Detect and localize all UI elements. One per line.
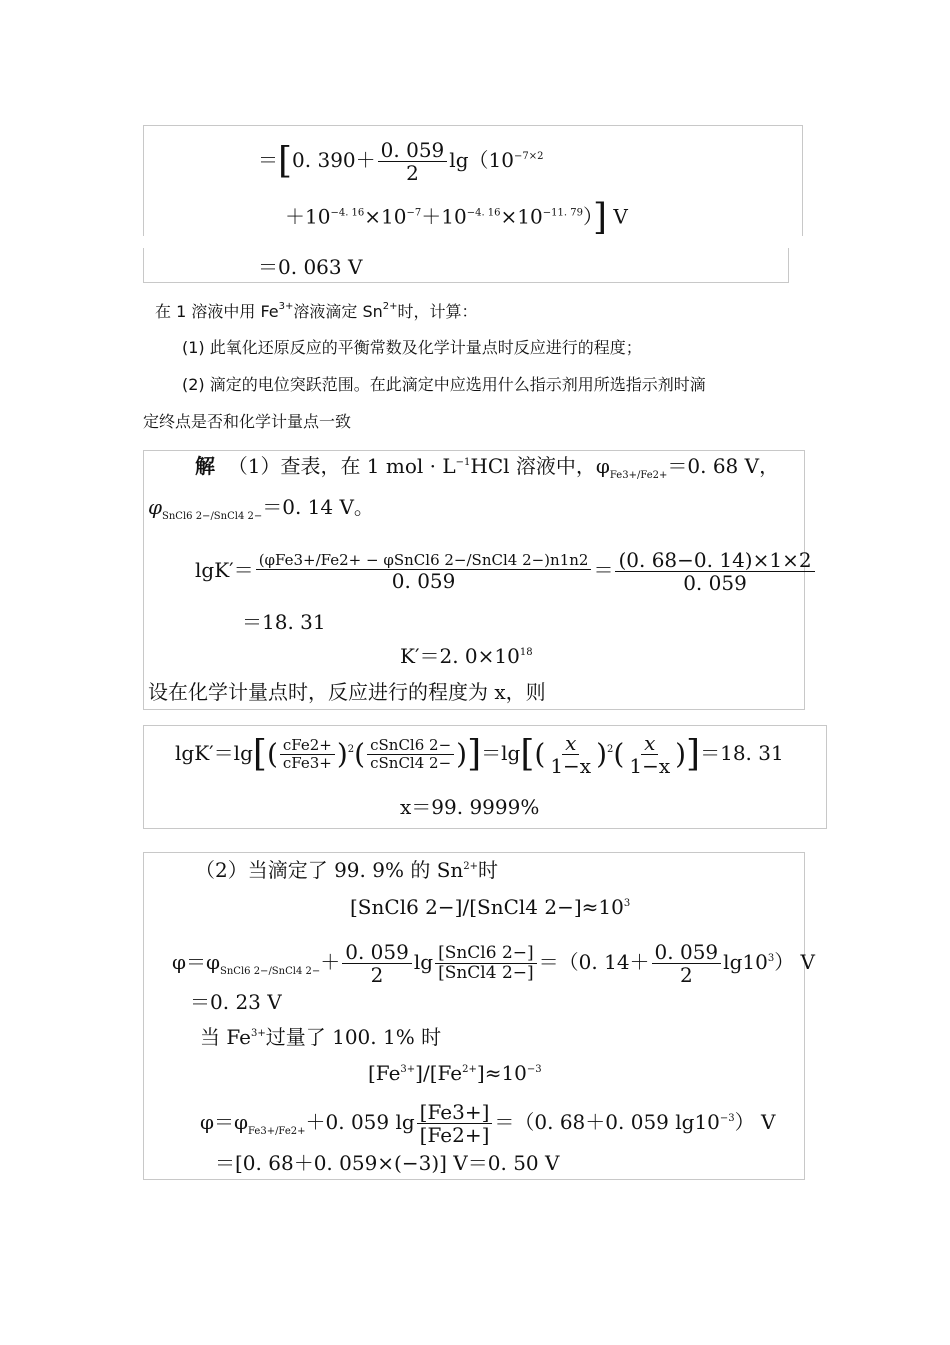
sol3-line2: [SnCl6 2−]/[SnCl4 $2-]\approx 10^3$ bbox=[350, 895, 631, 919]
sol1-line4: ＝18. 31 bbox=[242, 610, 326, 634]
fraction: $\frac{0. 059}{2}$ bbox=[652, 942, 722, 985]
sol3-line7: $\varphi=\varphi_{Fe3+/Fe2+}+0$. 059 lg $\frac{[Fe3+]}{[Fe2+]}$ ＝（0. 68＋0. 059 $\lg 10^{-3}$） V bbox=[200, 1100, 776, 1147]
question-item-2: (2) 滴定的电位突跃范围。在此滴定中应选用什么指示剂用所选指示剂时滴 bbox=[182, 375, 706, 394]
fraction: $\frac{0. 059}{2}$ bbox=[378, 140, 448, 183]
eq-sign: ＝ bbox=[258, 148, 278, 172]
sol2-line2: x＝99. 9999% bbox=[400, 795, 540, 819]
sol1-line6: 设在化学计量点时，反应进行的程度为 x，则 bbox=[148, 680, 546, 704]
eq1-result: ＝0. 063 V bbox=[258, 255, 363, 279]
sol1-line5: K′＝2. $0\times 10^{18}$ bbox=[400, 644, 533, 668]
fraction: $\frac{x}{1-x}$ bbox=[550, 731, 592, 778]
sol3-line3: $\varphi=\varphi_{SnCl6 2-/SnCl4 2-}+$ $\frac{0. 059}{2}$ lg $\frac{\text{[SnCl6 2−]}}{\text{[SnCl4 2−]}}$ ＝（0. 14＋ $\frac{0. 059}{2}$ $\lg 10^3$） V bbox=[172, 940, 816, 987]
sol3-line5: 当 $Fe^{3+}$过量了 100. 1% 时 bbox=[200, 1025, 442, 1049]
sol1-line1: 解 （1）查表，在 1 mol · $L^{-1}HCl$ 溶液中，$\varphi_{Fe3+/Fe2+}=0$. 68 V， bbox=[195, 454, 780, 481]
eq1-term: 0. 390＋ bbox=[292, 148, 376, 172]
bracket-open: [ bbox=[278, 140, 293, 182]
eq1-lg: lg（10 bbox=[449, 148, 514, 172]
fraction: $\frac{(0. 68-0. 14)\times 1\times 2}{0. 059}$ bbox=[615, 550, 814, 593]
fraction: $\frac{x}{1-x}$ bbox=[629, 731, 671, 778]
fraction: $\frac{[Fe3+]}{[Fe2+]}$ bbox=[417, 1102, 493, 1145]
fraction: $\frac{\text{[SnCl6 2−]}}{\text{[SnCl4 2−]}}$ bbox=[435, 945, 537, 982]
sol3-line8: ＝[0. 68＋0. 059×(−3)] V＝0. 50 V bbox=[215, 1151, 560, 1175]
question-intro: 在 1 溶液中用 $Fe^{3+}$溶液滴定 $Sn^{2+}$时，计算： bbox=[155, 301, 478, 321]
sol2-line1: lgK′＝lg[( $\frac{\text{cFe2+}}{\text{cFe3+}}$ )$^2$( $\frac{\text{cSnCl6 2−}}{\text{cSnCl4 2−}}$ )]＝lg[( $\frac{x}{1-x}$ )$^2$( $\frac{x}{1-x}$ )]＝18. 31 bbox=[175, 731, 784, 778]
sol1-line3: lgK′＝ $\frac{\text{(φFe3+/Fe2+ − φSnCl6 2−/SnCl4 2−)n1n2}}{0. 059}$ ＝ $\frac{(0. 68-0. 14)\times 1\times 2}{0. 059}$ bbox=[195, 550, 817, 593]
question-item-1: (1) 此氧化还原反应的平衡常数及化学计量点时反应进行的程度； bbox=[182, 338, 642, 357]
fraction: $\frac{\text{cSnCl6 2−}}{\text{cSnCl4 2−}}$ bbox=[367, 738, 454, 771]
question-item-2-cont: 定终点是否和化学计量点一致 bbox=[143, 412, 352, 431]
sol3-line1: （2）当滴定了 99. 9% 的 $Sn^{2+}$时 bbox=[195, 858, 499, 882]
sol1-line2: $\varphi_{SnCl6 2-/SnCl4 2-}=0$. 14 V。 bbox=[148, 495, 374, 522]
exponent: −7×2 bbox=[513, 151, 544, 162]
equation-box-1-result bbox=[143, 248, 789, 283]
bracket-close: ] bbox=[592, 197, 607, 238]
eq1-line2: $+10^{-4. 16}\times 10^{-7}+10^{-4. 16}\times 10^{-11. 79}$）] V bbox=[285, 197, 628, 238]
fraction: $\frac{\text{cFe2+}}{\text{cFe3+}}$ bbox=[280, 738, 335, 771]
solution-label: 解 bbox=[195, 454, 215, 478]
sol3-line4: ＝0. 23 V bbox=[190, 990, 282, 1014]
fraction: $\frac{0. 059}{2}$ bbox=[342, 942, 412, 985]
fraction: $\frac{\text{(φFe3+/Fe2+ − φSnCl6 2−/SnCl4 2−)n1n2}}{0. 059}$ bbox=[256, 553, 592, 591]
eq1-line1 bbox=[258, 140, 543, 183]
sol3-line6: $[Fe^{3+}]/[Fe^{2+}]\approx 10^{-3}$ bbox=[368, 1061, 542, 1085]
